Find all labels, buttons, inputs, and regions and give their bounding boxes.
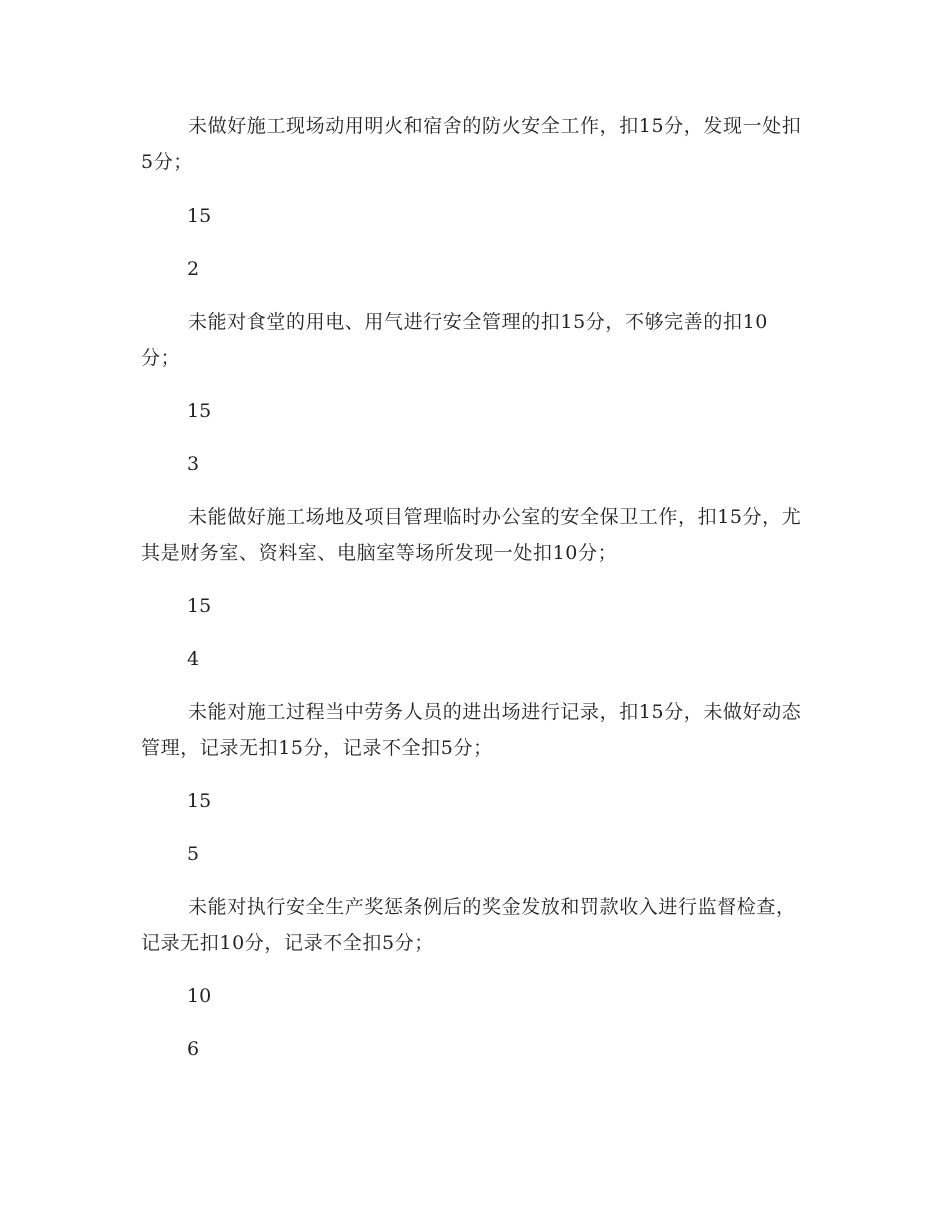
clause-text: 未能对食堂的用电、用气进行安全管理的扣15分，不够完善的扣10分； — [141, 311, 768, 369]
clause-text: 未能做好施工场地及项目管理临时办公室的安全保卫工作，扣15分，尤其是财务室、资料室、电脑室等场所发现一处扣10分； — [141, 506, 802, 564]
clause-index: 4 — [187, 648, 200, 670]
clause-index: 2 — [187, 258, 200, 280]
clause-index: 3 — [187, 453, 200, 475]
clause-score: 15 — [187, 205, 212, 227]
clause-text: 未能对执行安全生产奖惩条例后的奖金发放和罚款收入进行监督检查，记录无扣10分，记录不全扣5分； — [141, 896, 796, 954]
clause-index: 5 — [187, 843, 200, 865]
clause-text: 未做好施工现场动用明火和宿舍的防火安全工作，扣15分，发现一处扣5分； — [141, 115, 802, 173]
clause-index: 6 — [187, 1038, 200, 1060]
clause-score: 15 — [187, 595, 212, 617]
clause-score: 15 — [187, 400, 212, 422]
clause-score: 10 — [187, 985, 212, 1007]
clause-score: 15 — [187, 790, 212, 812]
clause-text: 未能对施工过程当中劳务人员的进出场进行记录，扣15分，未做好动态管理，记录无扣15分，记录不全扣5分； — [141, 701, 802, 759]
